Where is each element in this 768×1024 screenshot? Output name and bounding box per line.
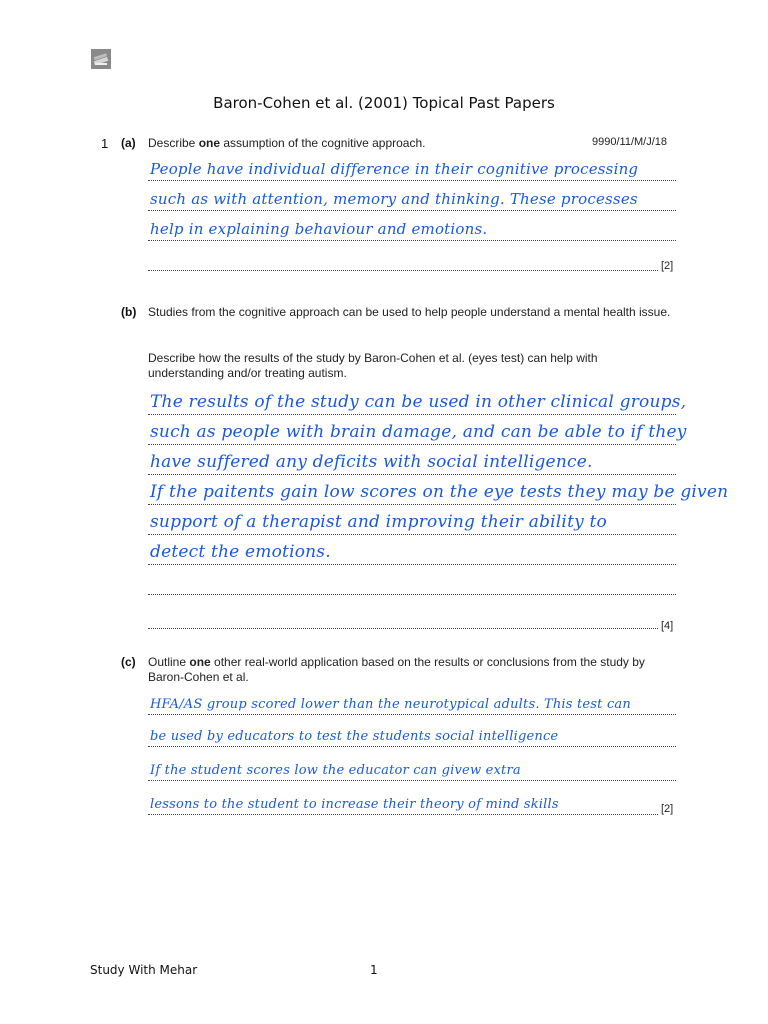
answer-line: be used by educators to test the students social intelligence <box>148 718 676 748</box>
answer-line: If the student scores low the educator can givew extra <box>148 752 676 782</box>
part-b-prompt-2: Describe how the results of the study by Baron-Cohen et al. (eyes test) can help with understanding and/or treating autism. <box>148 351 598 380</box>
answer-line: detect the emotions. <box>148 536 676 566</box>
answer-line <box>148 600 658 630</box>
part-b-prompt-1: Studies from the cognitive approach can be used to help people understand a mental health issue. <box>148 305 671 319</box>
answer-line: have suffered any deficits with social intelligence. <box>148 446 676 476</box>
answer-line: HFA/AS group scored lower than the neurotypical adults. This test can <box>148 686 676 716</box>
answer-line: help in explaining behaviour and emotions. <box>148 212 676 242</box>
answer-line: The results of the study can be used in other clinical groups, <box>148 386 676 416</box>
answer-line <box>148 242 658 272</box>
books-icon <box>90 48 112 70</box>
answer-line: such as with attention, memory and thinking. These processes <box>148 182 676 212</box>
answer-line: lessons to the student to increase their theory of mind skills <box>148 786 658 816</box>
part-a-prompt: Describe one assumption of the cognitive approach. <box>148 136 426 150</box>
part-b-label: (b) <box>121 305 137 319</box>
question-number: 1 <box>101 136 109 151</box>
answer-line: support of a therapist and improving their ability to <box>148 506 676 536</box>
part-c-label: (c) <box>121 655 136 669</box>
page-number: 1 <box>370 963 378 977</box>
part-c-prompt: Outline one other real-world application based on the results or conclusions from the study by Baron-Cohen et al. <box>148 655 645 684</box>
answer-line: People have individual difference in their cognitive processing <box>148 152 676 182</box>
answer-line <box>148 566 676 596</box>
footer-brand: Study With Mehar <box>90 963 198 977</box>
marks-c: [2] <box>661 803 674 815</box>
marks-b: [4] <box>661 620 674 632</box>
paper-code: 9990/11/M/J/18 <box>592 136 668 148</box>
answer-line: such as people with brain damage, and can be able to if they <box>148 416 676 446</box>
page-title: Baron-Cohen et al. (2001) Topical Past Papers <box>213 94 555 112</box>
part-a-label: (a) <box>121 136 136 150</box>
answer-line: If the paitents gain low scores on the eye tests they may be given <box>148 476 676 506</box>
marks-a: [2] <box>661 260 674 272</box>
